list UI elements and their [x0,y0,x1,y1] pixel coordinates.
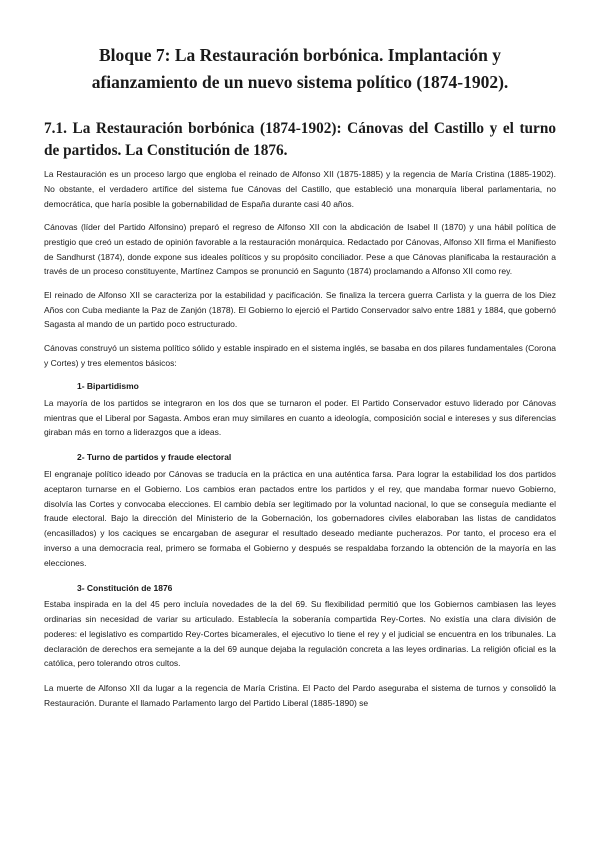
paragraph: Cánovas (líder del Partido Alfonsino) preparó el regreso de Alfonso XII con la abdicación de Isabel II (1870) y una hábil política de prestigio que creó un estado de opinión favorable a la restauración monárquica. Redactado por Cánovas, Alfonso XII firma el Manifiesto de Sandhurst (1874), donde expone sus ideales políticos y su propósito conciliador. Pese a que Cánovas planificaba la restauración a través de un proceso constituyente, Martínez Campos se pronunció en Sagunto (1874) proclamando a Alfonso XII como rey. [44,221,556,277]
document-title: Bloque 7: La Restauración borbónica. Implantación y afianzamiento de un nuevo sistema político (1874-1902). [91,45,509,92]
section-text: El engranaje político ideado por Cánovas se traducía en la práctica en una auténtica farsa. Para lograr la estabilidad los dos partidos aceptaron turnarse en el Gobierno. Los cambios eran pactados entre los partidos y el rey, que mandaba formar nuevo Gobierno, disolvía las Cortes y convocaba elecciones. El cambio debía ser legitimado por la voluntad nacional, lo que se conseguía mediante el fraude electoral. Bajo la dirección del Ministerio de la Gobernación, los gobernadores civiles elaboraban las listas de candidatos (encasillados) y los caciques se encargaban de asegurar el resultado deseado mediante pucherazos. Por tanto, el proceso era el inverso a una democracia real, primero se formaba el Gobierno y después se respaldaba forzando la obtención de la mayoría en las elecciones. [44,468,556,568]
document-body [44,167,556,711]
paragraph: Cánovas construyó un sistema político sólido y estable inspirado en el sistema inglés, se basaba en dos pilares fundamentales (Corona y Cortes) y tres elementos básicos: [44,342,556,368]
section-text: La mayoría de los partidos se integraron en los dos que se turnaron el poder. El Partido Conservador estuvo liderado por Cánovas mientras que el Liberal por Sagasta. Ambos eran muy similares en cuanto a ideología, composición social e intereses y sus diferencias giraban más en torno a liderazgos que a ideas. [44,397,556,438]
paragraph: El reinado de Alfonso XII se caracteriza por la estabilidad y pacificación. Se finaliza la tercera guerra Carlista y la guerra de los Diez Años con Cuba mediante la Paz de Zanjón (1878). El Gobierno lo ejerció el Partido Conservador salvo entre 1881 y 1884, que gobernó Sagasta al mando de un partido poco estructurado. [44,289,556,330]
section-heading: 1- Bipartidismo [77,380,139,391]
section-text: Estaba inspirada en la del 45 pero incluía novedades de la del 69. Su flexibilidad permitió que los Gobiernos cambiasen las leyes ordinarias sin necesidad de variar su articulado. Establecía la soberanía compartida Rey-Cortes. No existía una clara división de poderes: el legislativo es compartido Rey-Cortes bicamerales, el ejecutivo lo tiene el rey y el judicial se encuentra en los tribunales. La declaración de derechos era semejante a la del 69 aunque dejaba la regulación concreta a las leyes ordinarias. La religión oficial es la católica, pero tolerando otros cultos. [44,599,556,669]
section-heading: 3- Constitución de 1876 [77,582,173,593]
section-heading: 2- Turno de partidos y fraude electoral [77,452,232,463]
paragraph: La muerte de Alfonso XII da lugar a la regencia de María Cristina. El Pacto del Pardo aseguraba el sistema de turnos y consolidó la Restauración. Durante el llamado Parlamento largo del Partido Liberal (1885-1890) se [44,683,556,709]
paragraph: La Restauración es un proceso largo que engloba el reinado de Alfonso XII (1875-1885) y la regencia de María Cristina (1885-1902). No obstante, el verdadero artífice del sistema fue Cánovas del Castillo, que estableció una monarquía liberal parlamentaria, no democrática, que haría posible la gobernabilidad de España durante casi 40 años. [44,169,556,209]
section-subtitle: 7.1. La Restauración borbónica (1874-1902): Cánovas del Castillo y el turno de partidos. La Constitución de 1876. [44,120,556,159]
